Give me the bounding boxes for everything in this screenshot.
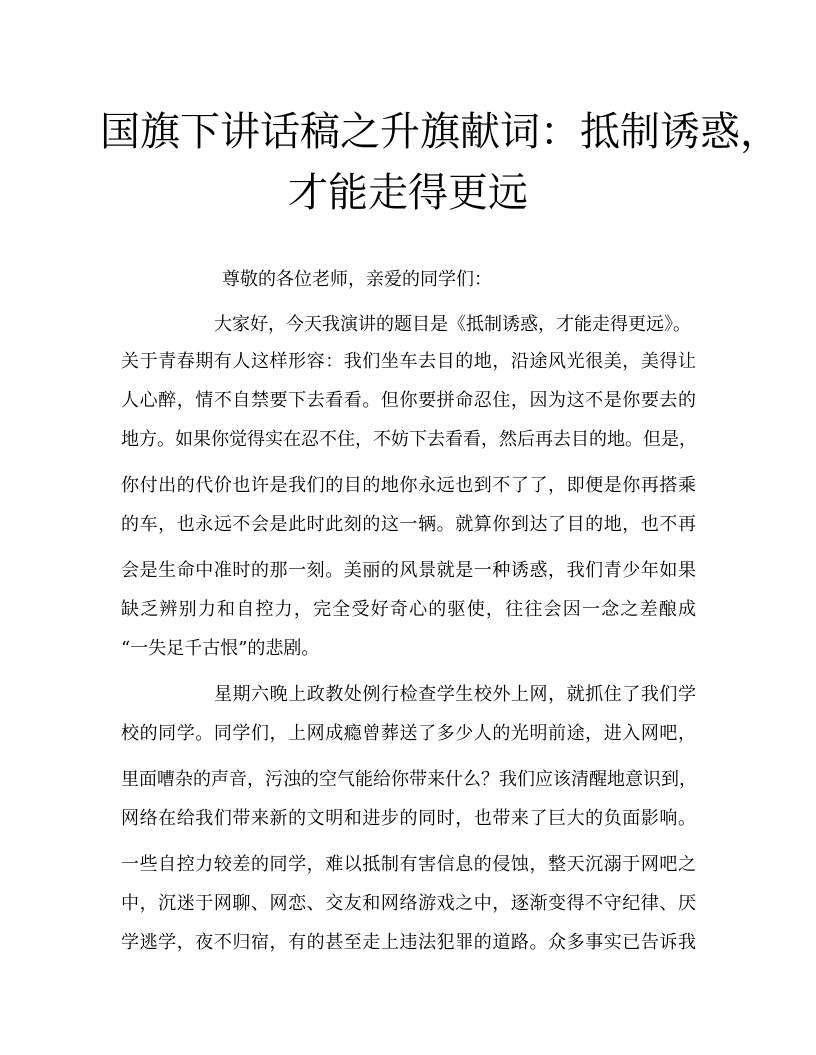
paragraph-1-line-7: 会是生命中准时的那一刻。美丽的风景就是一种诱惑，我们青少年如果: [121, 560, 696, 581]
paragraph-1-line-5: 你付出的代价也许是我们的目的地你永远也到不了了，即便是你再搭乘: [121, 475, 696, 496]
document-title-line-1: 国旗下讲话稿之升旗献词：抵制诱惑，: [100, 109, 780, 155]
paragraph-1-line-9: “一失足千古恨”的悲剧。: [121, 638, 320, 659]
paragraph-1-line-8: 缺乏辨别力和自控力，完全受好奇心的驱使，往往会因一念之差酿成: [121, 599, 696, 620]
paragraph-2-line-4: 网络在给我们带来新的文明和进步的同时，也带来了巨大的负面影响。: [121, 808, 696, 829]
paragraph-2-line-5: 一些自控力较差的同学，难以抵制有害信息的侵蚀，整天沉溺于网吧之: [121, 854, 696, 875]
paragraph-1-line-3: 人心醉，情不自禁要下去看看。但你要拼命忍住，因为这不是你要去的: [121, 390, 696, 411]
paragraph-2-line-6: 中，沉迷于网聊、网恋、交友和网络游戏之中，逐渐变得不守纪律、厌: [121, 893, 696, 914]
paragraph-2-line-2: 校的同学。同学们，上网成瘾曾葬送了多少人的光明前途，进入网吧，: [121, 723, 696, 744]
document-title-line-2: 才能走得更远: [288, 170, 528, 216]
paragraph-2-line-3: 里面嘈杂的声音，污浊的空气能给你带来什么？我们应该清醒地意识到，: [121, 769, 697, 790]
paragraph-1-line-2: 关于青春期有人这样形容：我们坐车去目的地，沿途风光很美，美得让: [121, 351, 696, 372]
paragraph-2-line-7: 学逃学，夜不归宿，有的甚至走上违法犯罪的道路。众多事实已告诉我: [121, 932, 696, 953]
paragraph-1-line-4: 地方。如果你觉得实在忍不住，不妨下去看看，然后再去目的地。但是，: [121, 429, 697, 450]
paragraph-1-line-1: 大家好，今天我演讲的题目是《抵制诱惑，才能走得更远》。: [214, 314, 691, 335]
salutation: 尊敬的各位老师，亲爱的同学们：: [222, 269, 492, 290]
paragraph-2-line-1: 星期六晚上政教处例行检查学生校外上网，就抓住了我们学: [214, 684, 696, 705]
paragraph-1-line-6: 的车，也永远不会是此时此刻的这一辆。就算你到达了目的地，也不再: [121, 514, 696, 535]
